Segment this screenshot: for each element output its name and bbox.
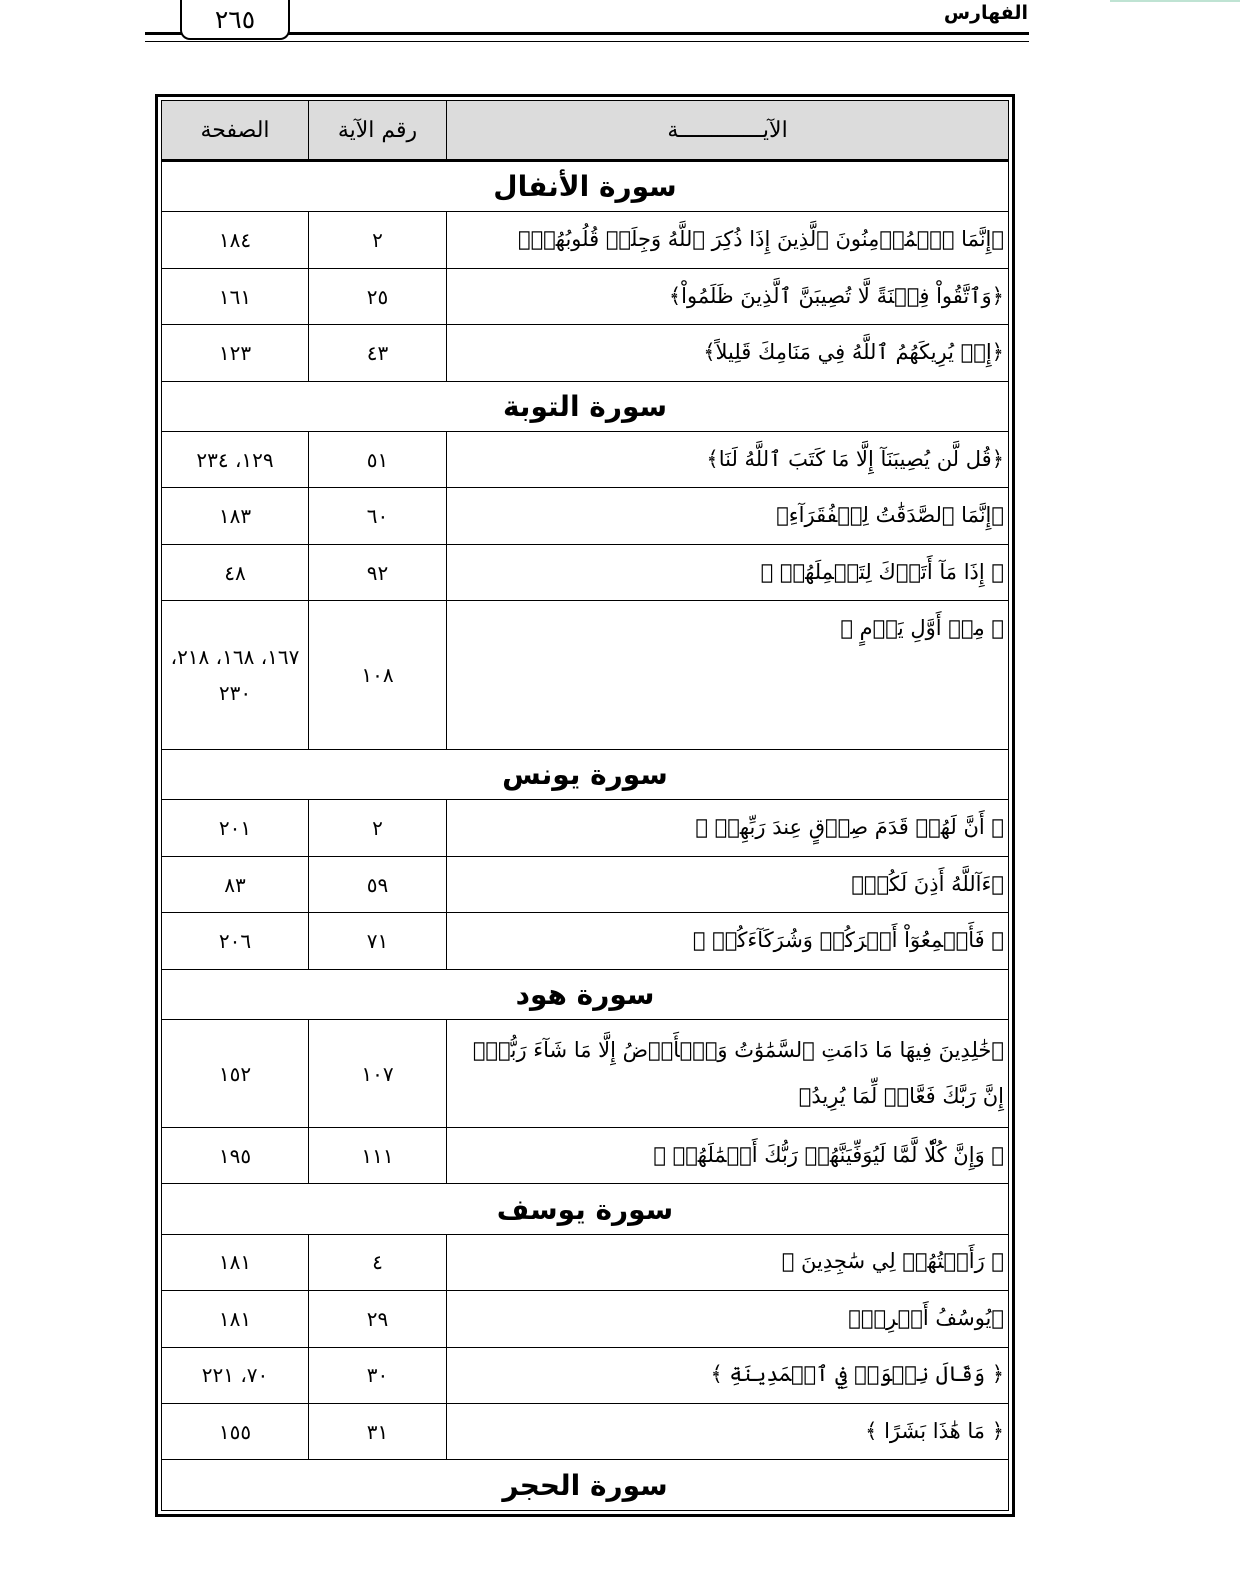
ayah-text: ﴿ فَأَجۡمِعُوٓاْ أَمۡرَكُمۡ وَشُرَكَآءَكُمۡ ﴾ bbox=[447, 913, 1009, 969]
page-reference: ١٨٤ bbox=[162, 212, 309, 268]
table-row bbox=[162, 325, 1009, 381]
page-reference: ١٢٣ bbox=[162, 325, 309, 381]
ayah-number: ٢ bbox=[309, 212, 447, 268]
ayah-text: ﴿قُل لَّن يُصِيبَنَآ إِلَّا مَا كَتَبَ ٱللَّهُ لَنَا﴾ bbox=[447, 431, 1009, 487]
table-row bbox=[162, 268, 1009, 324]
ayah-text: ﴿يُوسُفُ أَعۡرِضۡ﴾ bbox=[447, 1291, 1009, 1347]
ayah-number: ٤٣ bbox=[309, 325, 447, 381]
ayah-text: ﴿ مِنۡ أَوَّلِ يَوۡمٍ ﴾ bbox=[447, 601, 1009, 750]
table-row bbox=[162, 1234, 1009, 1290]
ayah-text: ﴿وَٱتَّقُواْ فِتۡنَةً لَّا تُصِيبَنَّ ٱلَّذِينَ ظَلَمُواْ﴾ bbox=[447, 268, 1009, 324]
table-row bbox=[162, 1347, 1009, 1403]
column-header-ayah-number: رقم الآية bbox=[309, 101, 447, 161]
page-reference: ١٥٥ bbox=[162, 1404, 309, 1460]
running-header-title: الفهارس bbox=[943, 2, 1028, 24]
table-row bbox=[162, 431, 1009, 487]
table-row bbox=[162, 601, 1009, 750]
surah-title: سورة الحجر bbox=[162, 1460, 1009, 1511]
ayah-number: ٩٢ bbox=[309, 544, 447, 600]
ayah-number: ٧١ bbox=[309, 913, 447, 969]
table-row bbox=[162, 1127, 1009, 1183]
page-reference: ٨٣ bbox=[162, 856, 309, 912]
table-row bbox=[162, 544, 1009, 600]
ayah-text: ﴿ أَنَّ لَهُمۡ قَدَمَ صِدۡقٍ عِندَ رَبِّهِمۡ ﴾ bbox=[447, 800, 1009, 856]
table-row bbox=[162, 1404, 1009, 1460]
surah-heading-row bbox=[162, 1184, 1009, 1234]
table-row bbox=[162, 212, 1009, 268]
page-reference: ٧٠، ٢٢١ bbox=[162, 1347, 309, 1403]
page-reference: ١٦١ bbox=[162, 268, 309, 324]
table-row bbox=[162, 913, 1009, 969]
ayah-number: ١٠٨ bbox=[309, 601, 447, 750]
surah-heading-row bbox=[162, 1460, 1009, 1511]
page-number: ٢٦٥ bbox=[180, 0, 290, 40]
ayah-text: ﴿ وَقَالَ نِسۡوَةٞ فِي ٱلۡمَدِينَةِ ﴾ bbox=[447, 1347, 1009, 1403]
ayah-number: ٥١ bbox=[309, 431, 447, 487]
ayah-number: ٤ bbox=[309, 1234, 447, 1290]
ayah-text: ﴿إِنَّمَا ٱلصَّدَقَٰتُ لِلۡفُقَرَآءِ﴾ bbox=[447, 488, 1009, 544]
ayah-text: ﴿ءَآللَّهُ أَذِنَ لَكُمۡ﴾ bbox=[447, 856, 1009, 912]
page-reference: ١٥٢ bbox=[162, 1020, 309, 1128]
table-row bbox=[162, 488, 1009, 544]
surah-title: سورة الأنفال bbox=[162, 161, 1009, 212]
ayah-number: ٦٠ bbox=[309, 488, 447, 544]
ayah-number: ٢ bbox=[309, 800, 447, 856]
ayah-text: ﴿ رَأَيۡتُهُمۡ لِي سَٰجِدِينَ ﴾ bbox=[447, 1234, 1009, 1290]
ayah-number: ٢٩ bbox=[309, 1291, 447, 1347]
page-reference: ١٩٥ bbox=[162, 1127, 309, 1183]
ayah-number: ٢٥ bbox=[309, 268, 447, 324]
page-reference: ١٨٣ bbox=[162, 488, 309, 544]
page-reference: ٢٠١ bbox=[162, 800, 309, 856]
surah-title: سورة يوسف bbox=[162, 1184, 1009, 1234]
ayah-number: ١٠٧ bbox=[309, 1020, 447, 1128]
surah-title: سورة التوبة bbox=[162, 381, 1009, 431]
ayah-text: ﴿ مَا هَٰذَا بَشَرًا ﴾ bbox=[447, 1404, 1009, 1460]
column-header-page: الصفحة bbox=[162, 101, 309, 161]
ayah-text: ﴿إِذۡ يُرِيكَهُمُ ٱللَّهُ فِي مَنَامِكَ قَلِيلاً﴾ bbox=[447, 325, 1009, 381]
table-row bbox=[162, 800, 1009, 856]
table-row bbox=[162, 856, 1009, 912]
corner-decoration-line bbox=[1110, 0, 1240, 7]
table-row bbox=[162, 1291, 1009, 1347]
ayah-number: ٣٠ bbox=[309, 1347, 447, 1403]
ayah-text: ﴿ وَإِنَّ كُلّٗا لَّمَّا لَيُوَفِّيَنَّهُمۡ رَبُّكَ أَعۡمَٰلَهُمۡ ﴾ bbox=[447, 1127, 1009, 1183]
page-reference: ١٢٩، ٢٣٤ bbox=[162, 431, 309, 487]
surah-heading-row bbox=[162, 381, 1009, 431]
ayah-text: ﴿إِنَّمَا ٱلۡمُؤۡمِنُونَ ٱلَّذِينَ إِذَا ذُكِرَ ٱللَّهُ وَجِلَتۡ قُلُوبُهُمۡ﴾ bbox=[447, 212, 1009, 268]
ayah-number: ١١١ bbox=[309, 1127, 447, 1183]
page-reference: ٢٠٦ bbox=[162, 913, 309, 969]
surah-heading-row bbox=[162, 750, 1009, 800]
index-table-frame bbox=[155, 94, 1015, 1517]
surah-heading-row bbox=[162, 969, 1009, 1019]
page-reference: ٤٨ bbox=[162, 544, 309, 600]
table-row bbox=[162, 1020, 1009, 1128]
page-reference: ١٦٧، ١٦٨، ٢١٨، ٢٣٠ bbox=[162, 601, 309, 750]
ayah-text: ﴿خَٰلِدِينَ فِيهَا مَا دَامَتِ ٱلسَّمَٰوَٰتُ وَٱلۡأَرۡضُ إِلَّا مَا شَآءَ رَبُّكَۚ إِنَّ رَبَّكَ فَعَّالٞ لِّمَا يُرِيدُ﴾ bbox=[447, 1020, 1009, 1128]
ayah-text: ﴿ إِذَا مَآ أَتَوۡكَ لِتَحۡمِلَهُمۡ ﴾ bbox=[447, 544, 1009, 600]
column-header-ayah: الآيـــــــــــــة bbox=[447, 101, 1009, 161]
surah-heading-row bbox=[162, 161, 1009, 212]
page-reference: ١٨١ bbox=[162, 1291, 309, 1347]
verses-index-table bbox=[161, 100, 1009, 1511]
surah-title: سورة يونس bbox=[162, 750, 1009, 800]
table-header-row bbox=[162, 101, 1009, 161]
ayah-number: ٣١ bbox=[309, 1404, 447, 1460]
page-reference: ١٨١ bbox=[162, 1234, 309, 1290]
surah-title: سورة هود bbox=[162, 969, 1009, 1019]
ayah-number: ٥٩ bbox=[309, 856, 447, 912]
